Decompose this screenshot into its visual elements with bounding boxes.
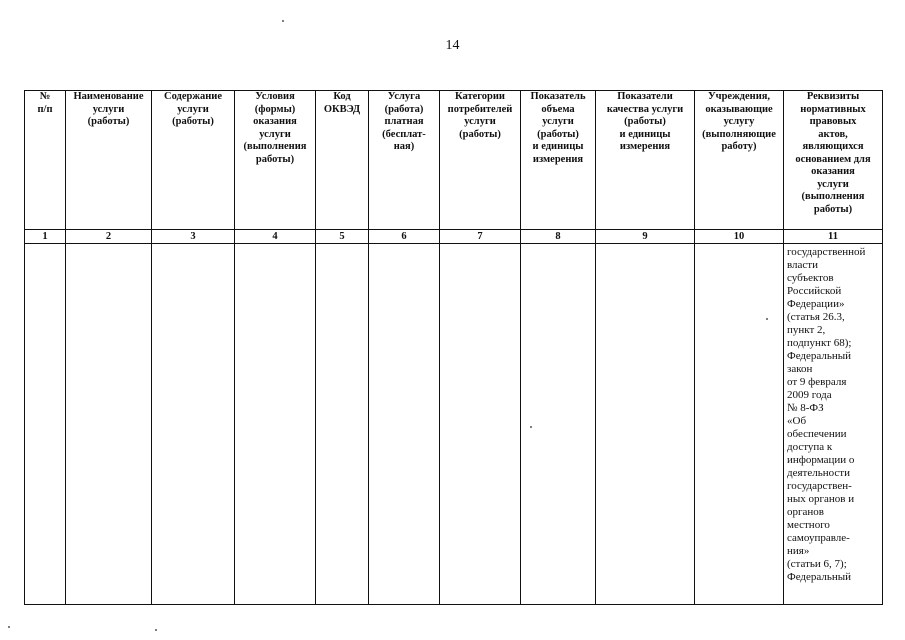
scan-speck [282, 20, 284, 22]
table-cell [316, 244, 369, 605]
column-number: 9 [596, 230, 695, 244]
header-cell-service-name: Наименование услуги (работы) [66, 91, 152, 230]
scan-speck [766, 318, 768, 320]
header-cell-paid-free: Услуга (работа) платная (бесплат- ная) [369, 91, 440, 230]
table-header-row [25, 91, 883, 230]
header-cell-consumer-categories: Категории потребителей услуги (работы) [440, 91, 521, 230]
column-number: 2 [66, 230, 152, 244]
header-cell-institutions: Учреждения, оказывающие услугу (выполняющие работу) [695, 91, 784, 230]
table-row [25, 244, 883, 605]
column-number: 6 [369, 230, 440, 244]
header-cell-service-content: Содержание услуги (работы) [152, 91, 235, 230]
column-number: 3 [152, 230, 235, 244]
page-number: 14 [445, 38, 460, 53]
table-cell [596, 244, 695, 605]
table-cell [440, 244, 521, 605]
legal-acts-cell: государственной власти субъектов Российской Федерации» (статья 26.3, пункт 2, подпункт 68); Федеральный закон от 9 февраля 2009 года № 8-ФЗ «Об обеспечении доступа к информации о деятельности государствен- ных органов и органов местного самоуправле- ния» (статьи 6, 7); Федеральный [784, 244, 883, 605]
column-number: 1 [25, 230, 66, 244]
table-cell [369, 244, 440, 605]
table-cell [152, 244, 235, 605]
column-number: 4 [235, 230, 316, 244]
header-cell-conditions: Условия (формы) оказания услуги (выполнения работы) [235, 91, 316, 230]
header-cell-number: № п/п [25, 91, 66, 230]
column-number: 8 [521, 230, 596, 244]
table-cell [66, 244, 152, 605]
column-number: 5 [316, 230, 369, 244]
table-cell [695, 244, 784, 605]
scan-speck [8, 626, 10, 628]
scan-speck [155, 629, 157, 631]
column-number: 7 [440, 230, 521, 244]
column-number-row [25, 230, 883, 244]
table-cell [25, 244, 66, 605]
header-cell-volume-indicator: Показатель объема услуги (работы) и единицы измерения [521, 91, 596, 230]
header-cell-legal-acts: Реквизиты нормативных правовых актов, являющихся основанием для оказания услуги (выполнения работы) [784, 91, 883, 230]
column-number: 11 [784, 230, 883, 244]
table-cell [521, 244, 596, 605]
column-number: 10 [695, 230, 784, 244]
services-registry-table [24, 90, 883, 605]
scan-speck [530, 426, 532, 428]
header-cell-quality-indicators: Показатели качества услуги (работы) и единицы измерения [596, 91, 695, 230]
table-cell [235, 244, 316, 605]
header-cell-okved-code: Код ОКВЭД [316, 91, 369, 230]
